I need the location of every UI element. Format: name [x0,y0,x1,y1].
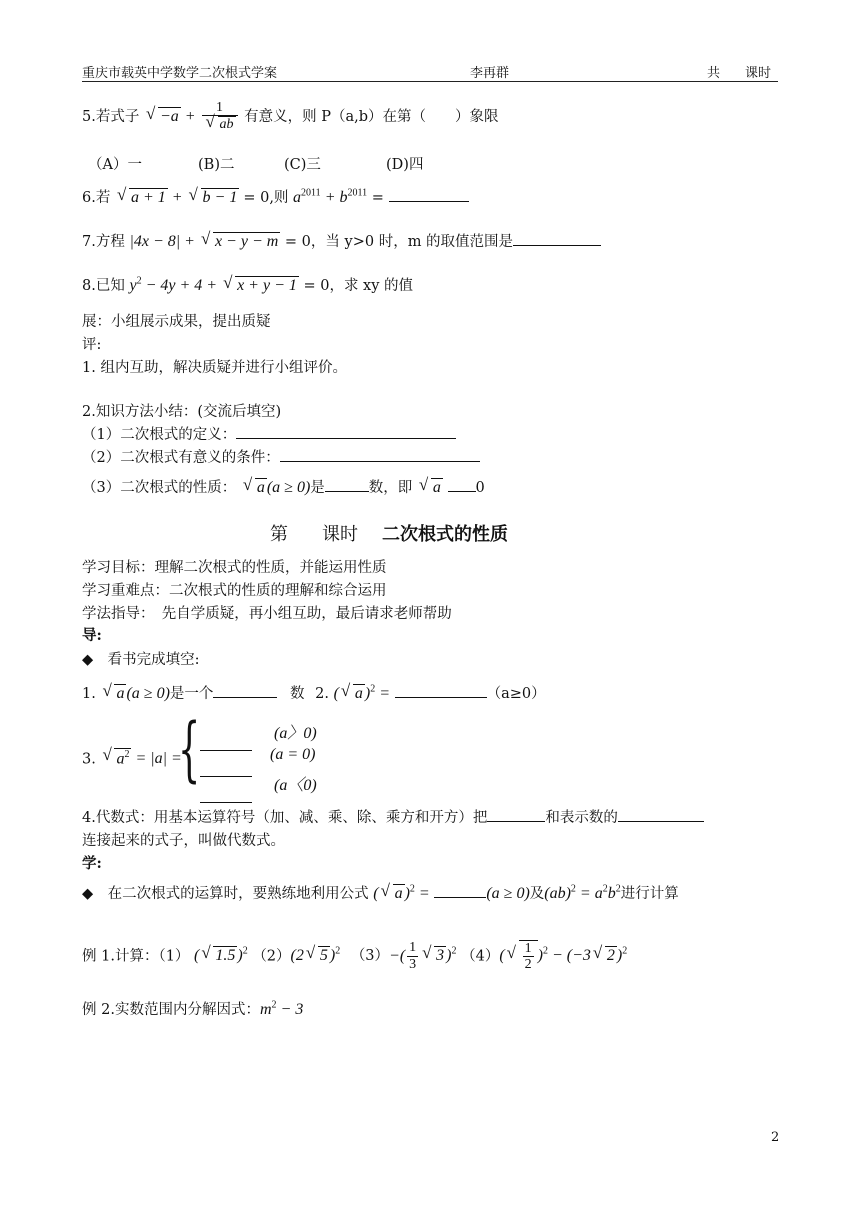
algebra-line-1: 4.代数式：用基本运算符号（加、减、乘、除、乘方和开方）把 和表示数的 [82,806,704,827]
fill-bullet: ◆ 看书完成填空: [82,652,200,668]
goal-3: 学法指导： 先自学质疑，再小组互助，最后请求老师帮助 [82,606,452,622]
summary-title: 2.知识方法小结：(交流后填空) [82,404,282,420]
section-dao: 导: [82,627,102,644]
summary-line-2: （2）二次根式有意义的条件： [82,446,480,467]
question-6: 6.若 √ a + 1 + √ b − 1 = 0,则 $a^{2011} + b^{2011}$ = [82,186,469,207]
summary-blank-4[interactable] [448,491,476,492]
summary-blank-3[interactable] [325,491,369,492]
q5-option-d: (D)四 [386,157,424,173]
q5-option-c: (C)三 [284,157,321,173]
fill-item-1: 1. √ a (a ≥ 0)是一个 数 2. (√ a )$^2$ = （a≥0） [82,682,546,703]
summary-blank-1[interactable] [236,438,456,439]
goal-2: 学习重难点：二次根式的性质的理解和综合运用 [82,583,387,599]
header-lessons: 课时 [745,66,772,81]
section-xue: 学: [82,855,102,872]
section-ping: 评: [82,337,102,353]
piecewise-brace: { [178,708,201,790]
algebra-line-2: 连接起来的式子，叫做代数式。 [82,833,285,849]
practice-line: ◆ 在二次根式的运算时，要熟练地利用公式 (√ a )$^2$ = (a ≥ 0)及$(ab)^2 = a^2b^2$进行计算 [82,882,679,903]
fill-blank-1[interactable] [213,697,277,698]
summary-blank-2[interactable] [280,461,480,462]
algebra-blank-1[interactable] [487,821,545,822]
q6-answer-blank[interactable] [389,201,469,202]
question-7: 7.方程 |4x − 8| + √ x − y − m = 0，当 y>0 时，m 的取值范围是 [82,230,601,251]
header-author: 李再群 [470,66,510,81]
lesson-label-b: 课时 [322,524,358,545]
header-rule [82,81,778,82]
piecewise-case-3: (a〈0) [274,777,317,794]
q5-option-a: （A）一 [88,157,142,173]
q7-answer-blank[interactable] [513,245,601,246]
piecewise-case-1: (a〉0) [274,725,317,742]
fill-blank-2[interactable] [395,697,487,698]
page-number: 2 [771,1130,780,1145]
goal-1: 学习目标：理解二次根式的性质，并能运用性质 [82,560,387,576]
question-5: 5.若式子 √ −a + 1 √ ab 有意义，则 P（a,b）在第（ ）象限 [82,100,499,133]
header-total: 共 [707,66,721,81]
section-zhan: 展：小组展示成果，提出质疑 [82,314,271,330]
ping-item-1: 1. 组内互助，解决质疑并进行小组评价。 [82,360,347,376]
example-1: 例 1.计算：（1） (√ 1.5 )$^2$ （2）(2√ 5 )$^2$ （3）−( $\frac{1}{3}$ √ 3 )$^2$ （4）( √ $\frac{1}{2}$ )$^2$ − (−3√ 2 )$^2$ [82,932,627,976]
piecewise-blank-3[interactable] [200,788,252,807]
example-2: 例 2.实数范围内分解因式：$m^2 - 3$ [82,999,304,1018]
lesson-label-a: 第 [270,524,288,545]
piecewise-case-2: (a = 0) [270,746,316,763]
fill-item-3: 3. √ $a^2 = |a|$ = [82,748,182,769]
piecewise-blank-1[interactable] [200,736,252,755]
summary-line-1: （1）二次根式的定义： [82,423,456,444]
summary-line-3: （3）二次根式的性质： √ a (a ≥ 0)是 数，即 √ a 0 [82,476,485,497]
q5-option-b: (B)二 [198,157,235,173]
question-8: 8.已知 $y^2 - 4y + 4$ + √ x + y − 1 = 0，求 xy 的值 [82,274,413,295]
lesson-title: 二次根式的性质 [382,524,508,545]
practice-blank[interactable] [434,897,486,898]
piecewise-blank-2[interactable] [200,762,252,781]
algebra-blank-2[interactable] [618,821,704,822]
header-left: 重庆市载英中学数学二次根式学案 [82,66,278,81]
